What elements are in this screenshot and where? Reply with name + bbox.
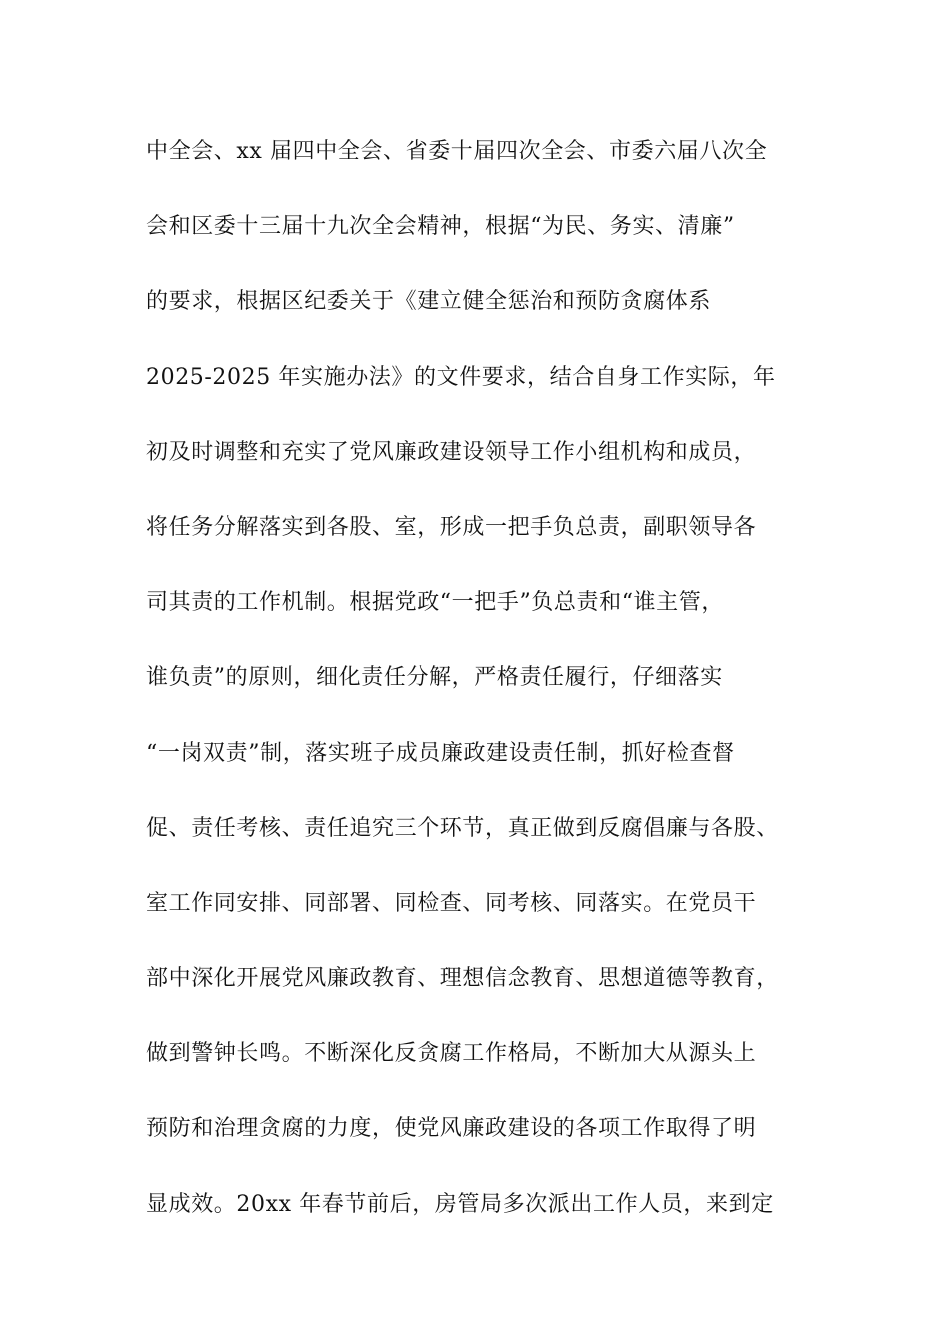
text-line: 做到警钟长鸣。不断深化反贪腐工作格局，不断加大从源头上 [146, 1041, 757, 1067]
text-line: 会和区委十三届十九次全会精神，根据“为民、务实、清廉” [146, 214, 735, 240]
text-line: 部中深化开展党风廉政教育、理想信念教育、思想道德等教育， [146, 966, 779, 992]
text-line: 促、责任考核、责任追究三个环节，真正做到反腐倡廉与各股、 [146, 815, 779, 841]
text-line: 显成效。20xx 年春节前后，房管局多次派出工作人员，来到定 [146, 1191, 774, 1217]
body-paragraph [146, 130, 810, 1258]
text-line: 将任务分解落实到各股、室，形成一把手负总责，副职领导各 [146, 514, 757, 540]
text-line: 室工作同安排、同部署、同检查、同考核、同落实。在党员干 [146, 890, 757, 916]
text-line: 预防和治理贪腐的力度，使党风廉政建设的各项工作取得了明 [146, 1116, 757, 1142]
text-line: 司其责的工作机制。根据党政“一把手”负总责和“谁主管， [146, 590, 724, 616]
text-line: 初及时调整和充实了党风廉政建设领导工作小组机构和成员， [146, 439, 757, 465]
text-line: “一岗双责”制，落实班子成员廉政建设责任制，抓好检查督 [146, 740, 735, 766]
text-line: 的要求，根据区纪委关于《建立健全惩治和预防贪腐体系 [146, 289, 712, 315]
text-line: 中全会、xx 届四中全会、省委十届四次全会、市委六届八次全 [146, 139, 768, 164]
text-line: 2025-2025 年实施办法》的文件要求，结合自身工作实际，年 [146, 364, 776, 390]
text-line: 谁负责”的原则，细化责任分解，严格责任履行，仔细落实 [146, 665, 723, 691]
